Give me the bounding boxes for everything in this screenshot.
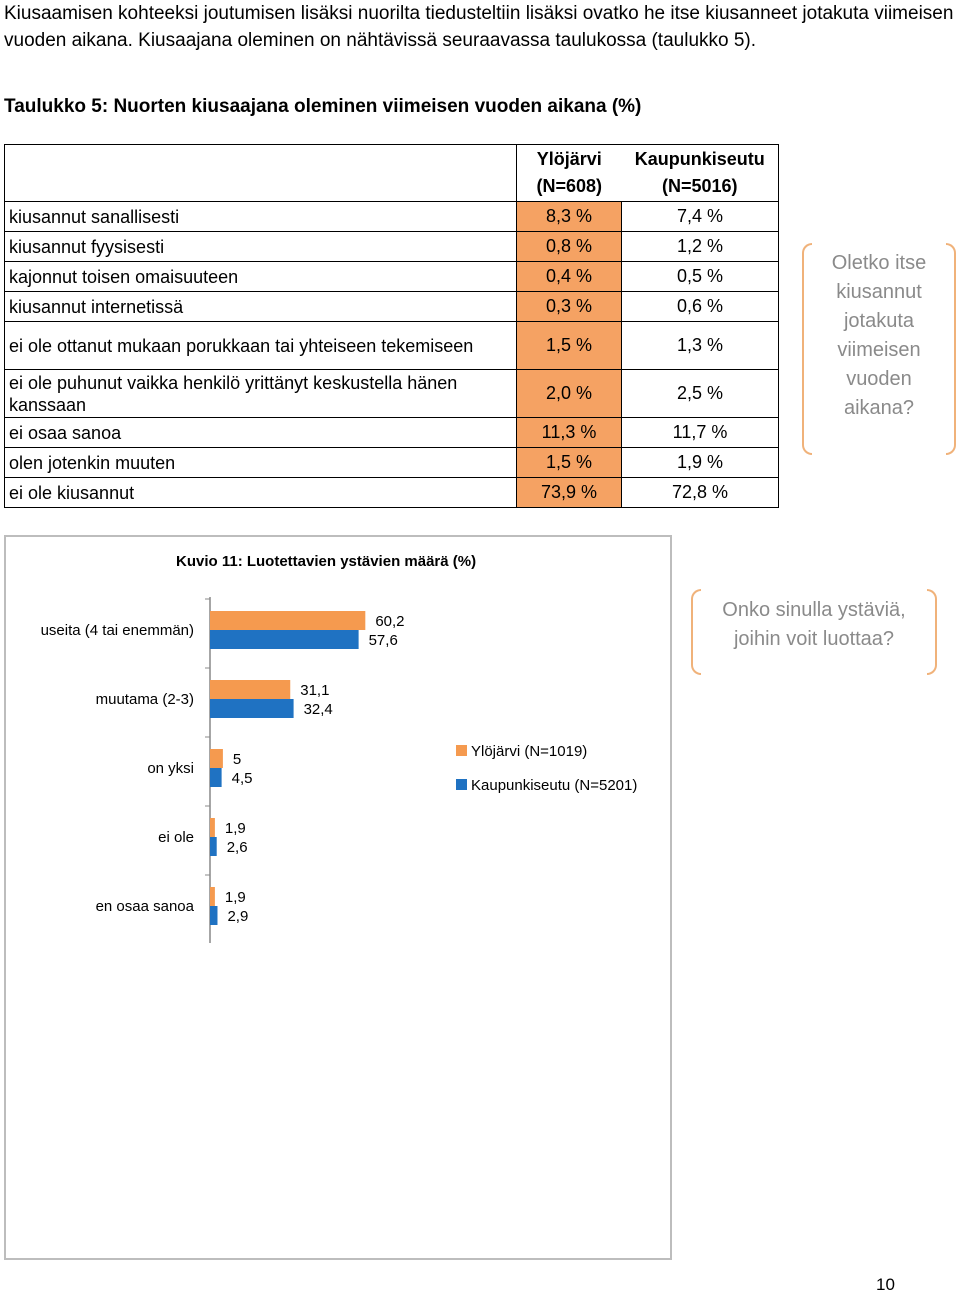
row-label: ei ole kiusannut bbox=[5, 478, 517, 508]
header-empty-cell bbox=[5, 145, 517, 202]
category-label: en osaa sanoa bbox=[95, 898, 194, 915]
table-header-row bbox=[5, 145, 779, 202]
table-row bbox=[5, 418, 779, 448]
bar-kaupunkiseutu bbox=[210, 768, 222, 787]
table-row bbox=[5, 262, 779, 292]
bar-kaupunkiseutu bbox=[210, 906, 217, 925]
row-value-kaupunkiseutu: 1,9 % bbox=[622, 448, 779, 478]
table-row bbox=[5, 292, 779, 322]
callout-text: Oletko itse kiusannut jotakuta viimeisen vuoden aikana? bbox=[831, 252, 927, 419]
table-row bbox=[5, 232, 779, 262]
friends-bar-chart bbox=[6, 537, 670, 1258]
row-value-ylojarvi: 1,5 % bbox=[517, 322, 622, 370]
row-value-ylojarvi: 11,3 % bbox=[517, 418, 622, 448]
row-value-ylojarvi: 8,3 % bbox=[517, 202, 622, 232]
data-label: 5 bbox=[232, 751, 242, 768]
data-label: 2,6 bbox=[226, 839, 248, 856]
category-label: ei ole bbox=[158, 829, 194, 846]
row-value-kaupunkiseutu: 1,2 % bbox=[622, 232, 779, 262]
table-row bbox=[5, 202, 779, 232]
callout-bracket-left bbox=[802, 243, 812, 455]
header-kaupunkiseutu: Kaupunkiseutu (N=5016) bbox=[622, 145, 779, 202]
callout2-bracket-right bbox=[927, 589, 937, 675]
data-label: 60,2 bbox=[375, 613, 405, 630]
row-value-kaupunkiseutu: 72,8 % bbox=[622, 478, 779, 508]
row-value-ylojarvi: 0,4 % bbox=[517, 262, 622, 292]
row-label: olen jotenkin muuten bbox=[5, 448, 517, 478]
row-value-ylojarvi: 2,0 % bbox=[517, 370, 622, 418]
row-label: kiusannut internetissä bbox=[5, 292, 517, 322]
bar-ylojarvi bbox=[210, 818, 215, 837]
bar-ylojarvi bbox=[210, 611, 365, 630]
bar-ylojarvi bbox=[210, 680, 290, 699]
legend-label: Ylöjärvi (N=1019) bbox=[471, 743, 588, 760]
table-title: Taulukko 5: Nuorten kiusaajana oleminen viimeisen vuoden aikana (%) bbox=[4, 96, 642, 117]
bullying-table bbox=[4, 144, 779, 508]
row-value-kaupunkiseutu: 11,7 % bbox=[622, 418, 779, 448]
row-label: kajonnut toisen omaisuuteen bbox=[5, 262, 517, 292]
table-row bbox=[5, 322, 779, 370]
callout-bullied-others bbox=[802, 243, 956, 455]
row-label: ei osaa sanoa bbox=[5, 418, 517, 448]
category-label: useita (4 tai enemmän) bbox=[40, 622, 194, 639]
legend-label: Kaupunkiseutu (N=5201) bbox=[471, 777, 638, 794]
intro-paragraph: Kiusaamisen kohteeksi joutumisen lisäksi nuorilta tiedusteltiin lisäksi ovatko he itse kiusanneet jotakuta viimeisen vuoden aikana. Kiusaajana oleminen on nähtävissä seuraavassa taulukossa (taulukko 5). bbox=[4, 3, 954, 51]
data-label: 32,4 bbox=[303, 701, 333, 718]
bar-kaupunkiseutu bbox=[210, 837, 217, 856]
row-label: kiusannut sanallisesti bbox=[5, 202, 517, 232]
data-label: 1,9 bbox=[224, 820, 246, 837]
data-label: 2,9 bbox=[227, 908, 249, 925]
table-row bbox=[5, 448, 779, 478]
chart-title: Kuvio 11: Luotettavien ystävien määrä (%) bbox=[176, 553, 477, 570]
bar-kaupunkiseutu bbox=[210, 699, 294, 718]
row-label: kiusannut fyysisesti bbox=[5, 232, 517, 262]
category-label: muutama (2-3) bbox=[95, 691, 194, 708]
row-value-kaupunkiseutu: 1,3 % bbox=[622, 322, 779, 370]
row-value-kaupunkiseutu: 0,6 % bbox=[622, 292, 779, 322]
data-label: 1,9 bbox=[224, 889, 246, 906]
callout-trusted-friends bbox=[691, 589, 937, 675]
row-value-ylojarvi: 0,3 % bbox=[517, 292, 622, 322]
bar-kaupunkiseutu bbox=[210, 630, 359, 649]
row-label: ei ole ottanut mukaan porukkaan tai yhteiseen tekemiseen bbox=[5, 322, 517, 370]
row-value-ylojarvi: 73,9 % bbox=[517, 478, 622, 508]
data-label: 57,6 bbox=[368, 632, 398, 649]
row-value-ylojarvi: 1,5 % bbox=[517, 448, 622, 478]
table-row bbox=[5, 478, 779, 508]
friends-chart-panel bbox=[4, 535, 672, 1260]
page-number: 10 bbox=[876, 1275, 895, 1294]
callout2-bracket-left bbox=[691, 589, 701, 675]
row-value-kaupunkiseutu: 7,4 % bbox=[622, 202, 779, 232]
legend-swatch-ylojarvi bbox=[456, 745, 467, 756]
callout-bracket-right bbox=[946, 243, 956, 455]
header-ylojarvi: Ylöjärvi (N=608) bbox=[517, 145, 622, 202]
category-label: on yksi bbox=[147, 760, 194, 777]
table-row bbox=[5, 370, 779, 418]
data-label: 4,5 bbox=[231, 770, 253, 787]
row-value-kaupunkiseutu: 0,5 % bbox=[622, 262, 779, 292]
legend-swatch-kaupunkiseutu bbox=[456, 779, 467, 790]
data-label: 31,1 bbox=[300, 682, 330, 699]
row-label: ei ole puhunut vaikka henkilö yrittänyt keskustella hänen kanssaan bbox=[5, 370, 517, 418]
bar-ylojarvi bbox=[210, 749, 223, 768]
row-value-ylojarvi: 0,8 % bbox=[517, 232, 622, 262]
row-value-kaupunkiseutu: 2,5 % bbox=[622, 370, 779, 418]
bar-ylojarvi bbox=[210, 887, 215, 906]
callout2-text: Onko sinulla ystäviä, joihin voit luottaa? bbox=[722, 599, 906, 650]
